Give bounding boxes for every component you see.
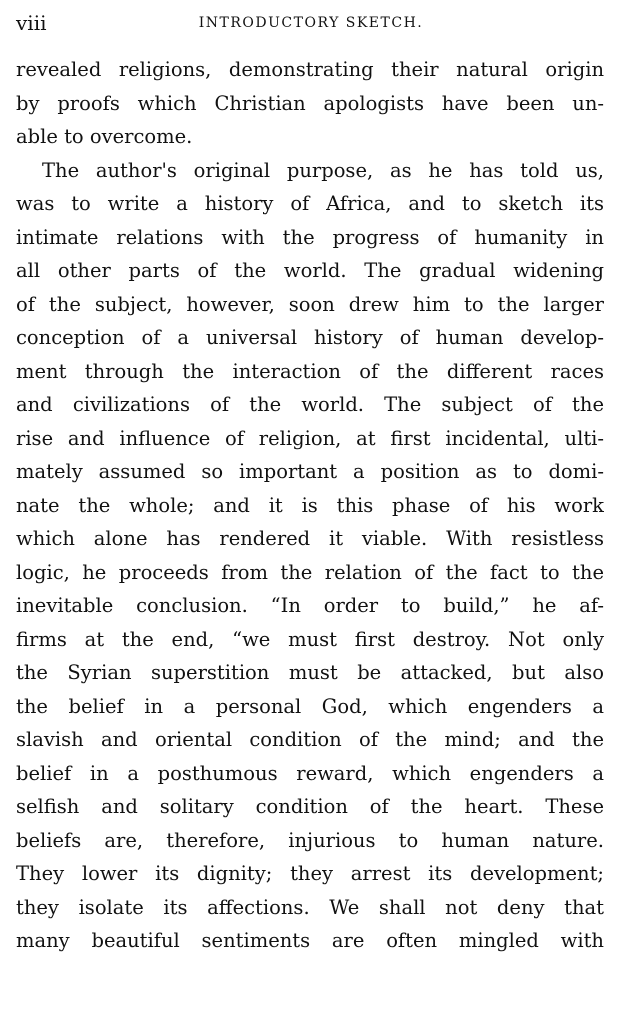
text-line: mately assumed so important a position as to domi- bbox=[16, 460, 604, 483]
text-line: many beautiful sentiments are often mingled with bbox=[16, 929, 604, 952]
text-line: inevitable conclusion. “In order to build,” he af- bbox=[16, 594, 604, 617]
text-line: logic, he proceeds from the relation of the fact to the bbox=[16, 560, 604, 584]
text-line: conception of a universal history of human develop- bbox=[16, 326, 604, 349]
text-line: and civilizations of the world. The subject of the bbox=[16, 393, 604, 416]
text-line: able to overcome. bbox=[16, 125, 193, 148]
text-line: of the subject, however, soon drew him to the larger bbox=[16, 292, 604, 316]
body-text bbox=[16, 53, 604, 958]
text-line: all other parts of the world. The gradual widening bbox=[16, 259, 604, 282]
text-line: the Syrian superstition must be attacked, but also bbox=[16, 661, 604, 684]
paragraph bbox=[16, 53, 604, 154]
page-number: viii bbox=[16, 11, 47, 35]
page-header bbox=[16, 8, 606, 38]
text-line: they isolate its affections. We shall not deny that bbox=[16, 895, 604, 919]
text-line: selfish and solitary condition of the heart. These bbox=[16, 795, 604, 818]
text-line: the belief in a personal God, which engenders a bbox=[16, 694, 604, 718]
text-line: by proofs which Christian apologists have been un- bbox=[16, 91, 604, 115]
text-line: intimate relations with the progress of humanity in bbox=[16, 225, 604, 249]
text-line: rise and influence of religion, at first incidental, ulti- bbox=[16, 426, 604, 450]
text-line: revealed religions, demonstrating their natural origin bbox=[16, 58, 604, 81]
text-line: was to write a history of Africa, and to sketch its bbox=[16, 192, 604, 215]
text-line: which alone has rendered it viable. With resistless bbox=[16, 527, 604, 550]
running-head: INTRODUCTORY SKETCH. bbox=[198, 15, 424, 31]
text-line: belief in a posthumous reward, which engenders a bbox=[16, 761, 604, 785]
text-line: The author's original purpose, as he has told us, bbox=[42, 158, 604, 182]
text-line: slavish and oriental condition of the mind; and the bbox=[16, 728, 604, 751]
text-line: firms at the end, “we must first destroy. Not only bbox=[16, 627, 604, 651]
text-line: nate the whole; and it is this phase of his work bbox=[16, 493, 604, 517]
paragraph bbox=[16, 154, 604, 958]
text-line: beliefs are, therefore, injurious to human nature. bbox=[16, 828, 604, 852]
text-line: ment through the interaction of the different races bbox=[16, 359, 604, 383]
text-line: They lower its dignity; they arrest its development; bbox=[16, 862, 604, 885]
